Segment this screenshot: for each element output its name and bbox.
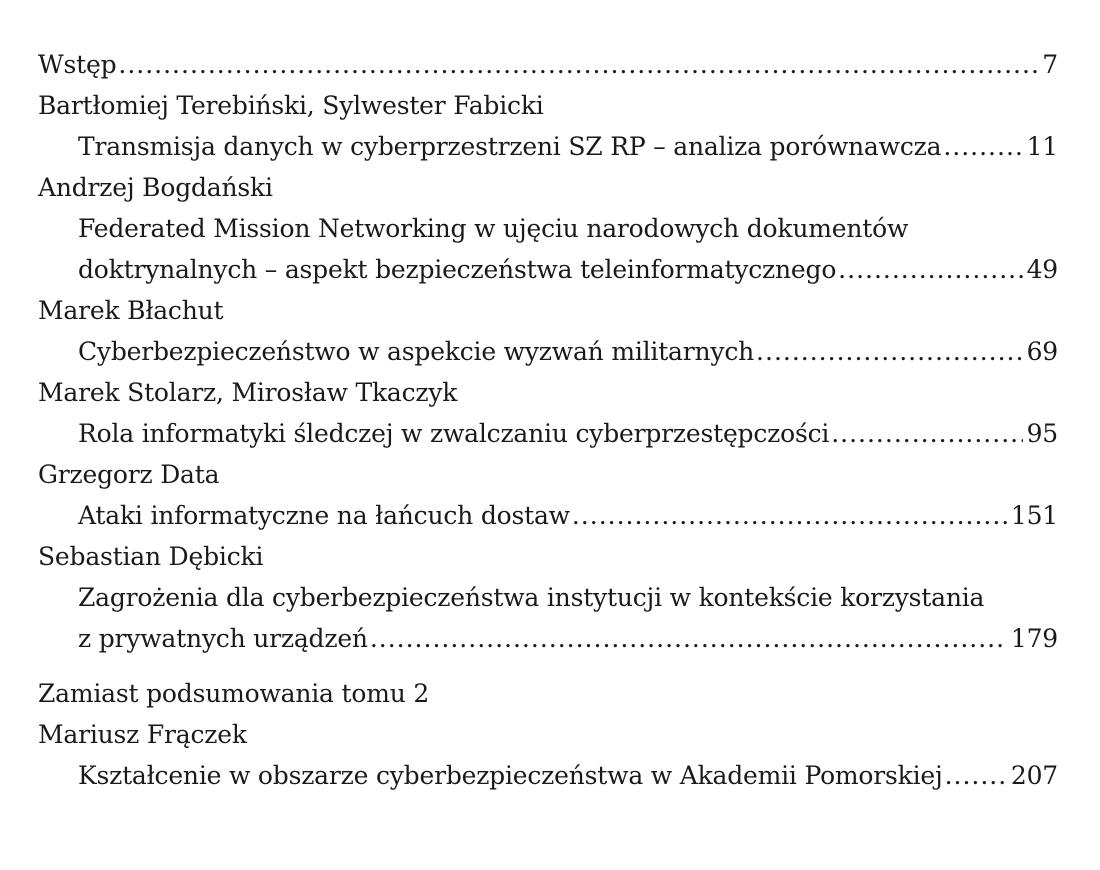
section-heading: Zamiast podsumowania tomu 2 [38,679,430,708]
toc-page-number: 7 [1042,50,1058,79]
toc-authors: Andrzej Bogdański [38,173,273,202]
toc-authors: Bartłomiej Terebiński, Sylwester Fabicki [38,91,544,120]
toc-entry-title: Ataki informatyczne na łańcuch dostaw [78,501,570,530]
section-gap [38,659,1058,673]
toc-entry-title-line: Federated Mission Networking w ujęciu narodowych dokumentów [78,214,909,243]
dot-leader [945,755,1007,796]
toc-entry-title: doktrynalnych – aspekt bezpieczeństwa teleinformatycznego [78,255,837,284]
toc-authors: Marek Stolarz, Mirosław Tkaczyk [38,378,458,407]
toc-entry-title: Cyberbezpieczeństwo w aspekcie wyzwań militarnych [78,337,755,366]
toc-entry-chapter-6[interactable] [38,618,1058,659]
toc-entry-chapter-3[interactable] [38,331,1058,372]
dot-leader [572,495,1007,536]
toc-entry-chapter-4[interactable] [38,413,1058,454]
toc-page-number: 69 [1026,337,1058,366]
toc-entry-title: z prywatnych urządzeń [78,624,368,653]
toc-authors: Sebastian Dębicki [38,542,264,571]
toc-entry-title: Rola informatyki śledczej w zwalczaniu cyberprzestępczości [78,419,830,448]
toc-entry-title: Transmisja danych w cyberprzestrzeni SZ RP – analiza porównawcza [78,132,942,161]
toc-authors: Marek Błachut [38,296,224,325]
toc-page-number: 95 [1026,419,1058,448]
toc-authors: Mariusz Frączek [38,720,247,749]
table-of-contents [38,44,1058,796]
toc-entry-chapter-2[interactable] [38,249,1058,290]
toc-authors: Grzegorz Data [38,460,220,489]
dot-leader [943,126,1022,167]
toc-entry-chapter-1[interactable] [38,126,1058,167]
toc-page-number: 207 [1010,761,1058,790]
toc-page-number: 11 [1026,132,1058,161]
dot-leader [756,331,1023,372]
toc-page-number: 179 [1010,624,1058,653]
toc-entry-title: Wstęp [38,50,117,79]
toc-entry-title-line: Zagrożenia dla cyberbezpieczeństwa instytucji w kontekście korzystania [78,583,985,612]
dot-leader [370,618,1007,659]
dot-leader [118,44,1038,85]
toc-page-number: 49 [1026,255,1058,284]
dot-leader [838,249,1022,290]
dot-leader [831,413,1022,454]
toc-entry-title: Kształcenie w obszarze cyberbezpieczeństwa w Akademii Pomorskiej [78,761,943,790]
toc-entry-summary[interactable] [38,755,1058,796]
toc-page-number: 151 [1010,501,1058,530]
toc-entry-intro[interactable] [38,44,1058,85]
toc-entry-chapter-5[interactable] [38,495,1058,536]
